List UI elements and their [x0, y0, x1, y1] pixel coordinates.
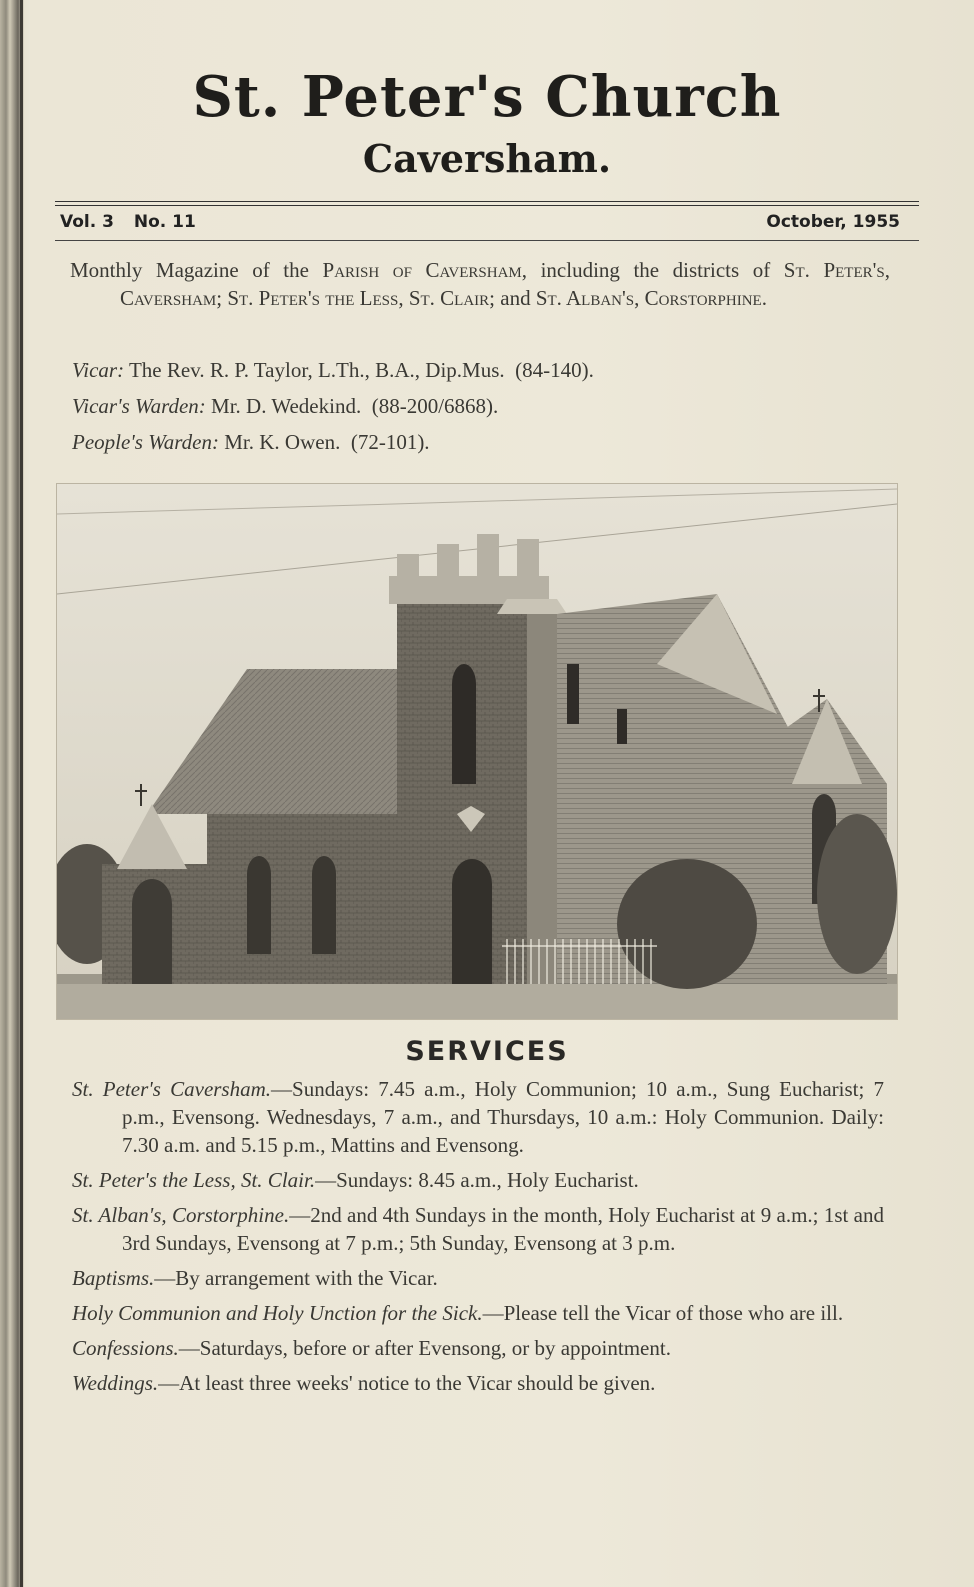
- service-place: St. Peter's Caversham.: [72, 1077, 272, 1101]
- officer-name: The Rev. R. P. Taylor, L.Th., B.A., Dip.Mus.: [128, 358, 505, 382]
- issue-number: No. 11: [133, 212, 196, 232]
- district-2: St. Peter's the Less, St. Clair;: [227, 286, 495, 310]
- magazine-title: St. Peter's Church: [192, 64, 782, 130]
- officer-phone: (84-140).: [515, 358, 594, 382]
- service-item: [72, 1166, 884, 1194]
- service-place: Holy Communion and Holy Unction for the Sick.: [72, 1301, 483, 1325]
- services-list: [72, 1075, 884, 1404]
- officer-phone: (72-101).: [350, 430, 430, 454]
- header-double-rule: [55, 201, 919, 206]
- officer-role: Vicar's Warden:: [72, 394, 206, 418]
- binding-edge-line: [20, 0, 23, 1587]
- service-text: —By arrangement with the Vicar.: [154, 1266, 438, 1290]
- service-place: St. Peter's the Less, St. Clair.: [72, 1168, 316, 1192]
- service-text: —Saturdays, before or after Evensong, or by appointment.: [178, 1336, 671, 1360]
- service-text: —Sundays: 7.45 a.m., Holy Communion; 10 a.m., Sung Eucharist; 7 p.m., Evensong. Wednesdays, 7 a.m., and Thursdays, 10 a.m.: Holy Communion. Daily: 7.30 a.m. and 5.15 p.m., Mattins and Evensong.: [122, 1077, 884, 1157]
- church-photo: [56, 483, 898, 1020]
- magazine-description: [70, 256, 890, 312]
- issue-info-row: [60, 212, 900, 232]
- officer-peoples-warden: [72, 424, 594, 460]
- service-item: [72, 1369, 884, 1397]
- magazine-subtitle: Caversham.: [362, 136, 612, 181]
- service-text: —2nd and 4th Sundays in the month, Holy Eucharist at 9 a.m.; 1st and 3rd Sundays, Evensong at 7 p.m.; 5th Sunday, Evensong at 3 p.m.: [122, 1203, 884, 1255]
- volume-label: Vol. 3: [60, 212, 114, 232]
- district-3: St. Alban's, Corstorphine.: [535, 286, 767, 310]
- parish-name: Parish of Caversham,: [322, 258, 528, 282]
- service-place: Weddings.: [72, 1371, 159, 1395]
- masthead: [0, 62, 974, 184]
- officer-vicar: [72, 352, 594, 388]
- service-place: Baptisms.: [72, 1266, 155, 1290]
- intro-text-mid: including the districts of: [527, 258, 784, 282]
- intro-text: Monthly Magazine of the: [70, 258, 323, 282]
- intro-and: and: [495, 286, 536, 310]
- issue-date: October, 1955: [766, 212, 900, 232]
- service-text: —At least three weeks' notice to the Vicar should be given.: [158, 1371, 656, 1395]
- officer-name: Mr. K. Owen.: [224, 430, 341, 454]
- header-rule: [55, 240, 919, 241]
- service-item: [72, 1299, 884, 1327]
- services-heading: SERVICES: [405, 1036, 569, 1067]
- officers-list: [72, 352, 594, 460]
- service-item: [72, 1264, 884, 1292]
- officer-role: People's Warden:: [72, 430, 219, 454]
- service-item: [72, 1334, 884, 1362]
- service-item: [72, 1075, 884, 1159]
- officer-vicars-warden: [72, 388, 594, 424]
- church-illustration: [57, 484, 897, 1019]
- service-place: St. Alban's, Corstorphine.: [72, 1203, 290, 1227]
- service-place: Confessions.: [72, 1336, 179, 1360]
- officer-name: Mr. D. Wedekind.: [211, 394, 362, 418]
- district-1: St. Peter's, Caversham;: [120, 258, 890, 310]
- service-text: —Sundays: 8.45 a.m., Holy Eucharist.: [315, 1168, 639, 1192]
- officer-role: Vicar:: [72, 358, 125, 382]
- officer-phone: (88-200/6868).: [371, 394, 499, 418]
- service-text: —Please tell the Vicar of those who are ill.: [482, 1301, 844, 1325]
- service-item: [72, 1201, 884, 1257]
